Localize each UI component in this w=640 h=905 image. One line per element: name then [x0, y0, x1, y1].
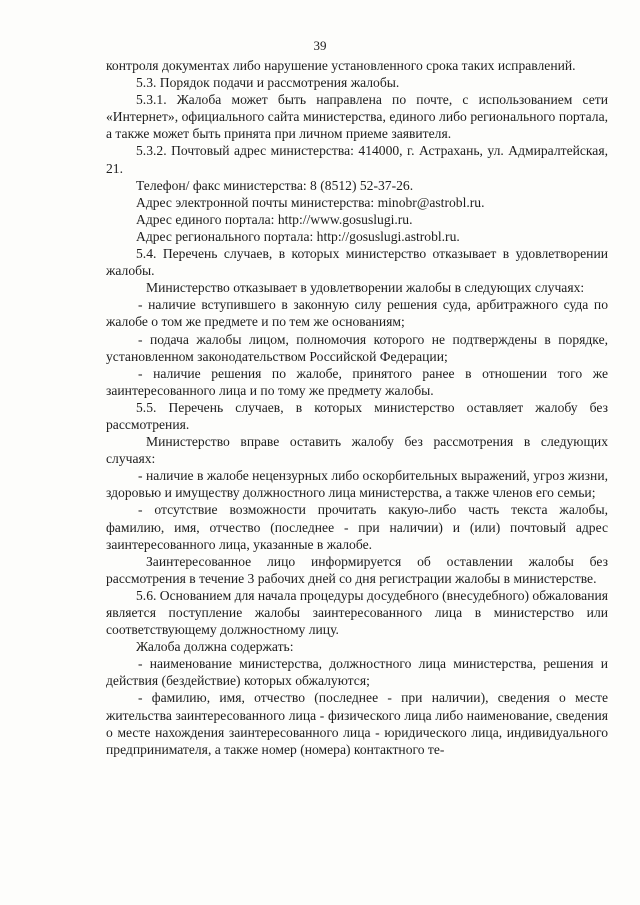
section-heading: 5.3. Порядок подачи и рассмотрения жалобы. — [136, 75, 400, 91]
list-item: - наименование министерства, должностного лица министерства, решения и действия (бездействие) которых обжалуются; — [106, 656, 608, 689]
contact-regional-portal: Адрес регионального портала: http://gosuslugi.astrobl.ru. — [136, 228, 460, 244]
paragraph: 5.3.1. Жалоба может быть направлена по почте, с использованием сети «Интернет», официального сайта министерства, единого либо регионального портала, а также может быть принята при личном приеме заявителя. — [106, 92, 608, 142]
list-item: - отсутствие возможности прочитать какую-либо часть текста жалобы, фамилию, имя, отчество (последнее - при наличии) и (или) почтовый адрес заинтересованного лица, указанные в жалобе. — [106, 502, 608, 552]
contact-phone: Телефон/ факс министерства: 8 (8512) 52-37-26. — [136, 177, 414, 193]
paragraph: Министерство отказывает в удовлетворении жалобы в следующих случаях: — [146, 280, 585, 296]
contact-email: Адрес электронной почты министерства: minobr@astrobl.ru. — [136, 194, 485, 210]
section-heading: 5.6. Основанием для начала процедуры досудебного (внесудебного) обжалования является поступление жалобы заинтересованного лица в министерство или соответствующему должностному лицу. — [106, 587, 609, 638]
list-item: - наличие в жалобе нецензурных либо оскорбительных выражений, угроз жизни, здоровью и имуществу должностного лица министерства, а также членов его семьи; — [106, 468, 608, 501]
paragraph: 5.3.2. Почтовый адрес министерства: 414000, г. Астрахань, ул. Адмиралтейская, 21. — [106, 143, 608, 176]
paragraph: Министерство вправе оставить жалобу без рассмотрения в следующих случаях: — [106, 434, 608, 467]
paragraph: контроля документах либо нарушение установленного срока таких исправлений. — [106, 58, 576, 73]
contact-unified-portal: Адрес единого портала: http://www.gosuslugi.ru. — [136, 211, 413, 227]
section-heading: 5.5. Перечень случаев, в которых министерство оставляет жалобу без рассмотрения. — [106, 399, 608, 432]
list-item: - подача жалобы лицом, полномочия которого не подтверждены в порядке, установленном законодательством Российской Федерации; — [106, 331, 608, 364]
document-body — [106, 57, 608, 758]
paragraph: Жалоба должна содержать: — [136, 639, 294, 655]
list-item: - наличие решения по жалобе, принятого ранее в отношении того же заинтересованного лица и по тому же предмету жалобы. — [106, 365, 608, 398]
paragraph: Заинтересованное лицо информируется об оставлении жалобы без рассмотрения в течение 3 рабочих дней со дня регистрации жалобы в министерстве. — [106, 553, 608, 586]
section-heading: 5.4. Перечень случаев, в которых министерство отказывает в удовлетворении жалобы. — [106, 246, 608, 279]
list-item: - наличие вступившего в законную силу решения суда, арбитражного суда по жалобе о том же предмете и по тем же основаниям; — [106, 297, 608, 330]
list-item: - фамилию, имя, отчество (последнее - при наличии), сведения о месте жительства заинтересованного лица - физического лица либо наименование, сведения о месте нахождения заинтересованного лица - юридического лица, индивидуального предпринимателя, а также номер (номера) контактного те- — [106, 690, 608, 757]
page-number: 39 — [313, 38, 327, 53]
